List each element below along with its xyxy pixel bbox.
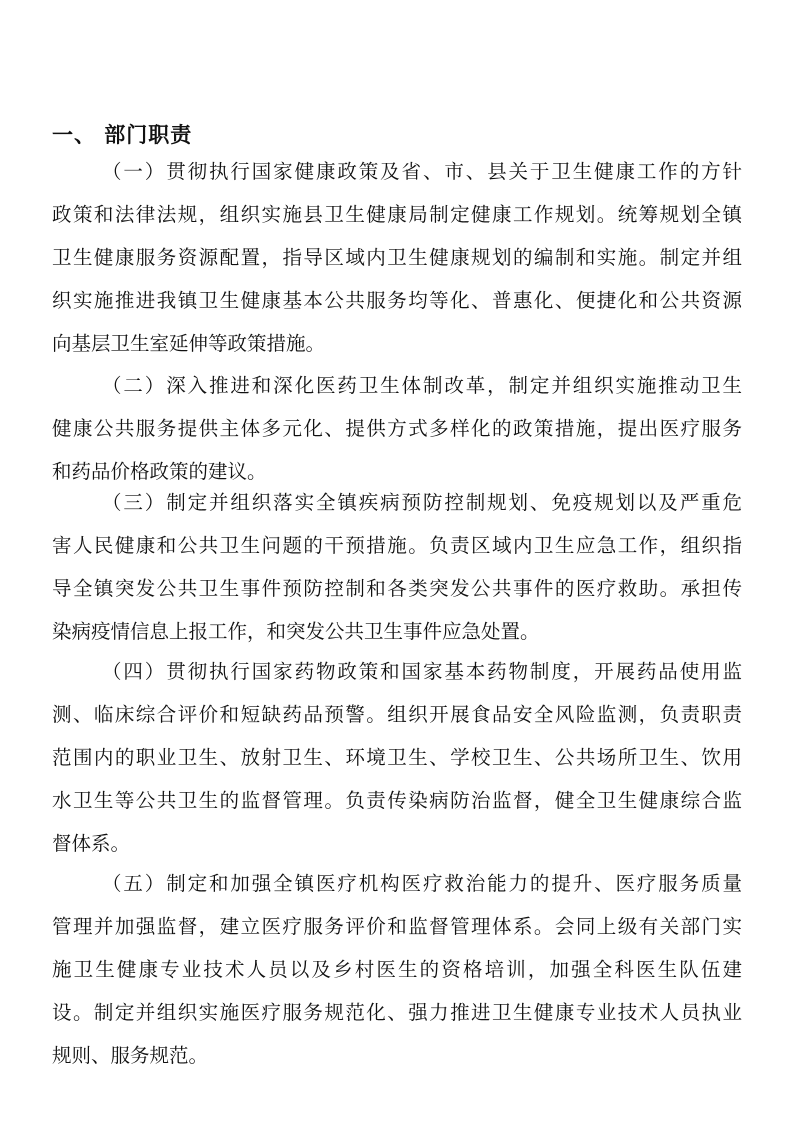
paragraph-line: 督体系。 <box>52 832 131 855</box>
paragraph-line: 害人民健康和公共卫生问题的干预措施。负责区域内卫生应急工作，组织指 <box>52 534 742 557</box>
paragraph-line: 规则、服务规范。 <box>52 1044 209 1067</box>
paragraph-line: 水卫生等公共卫生的监督管理。负责传染病防治监督，健全卫生健康综合监 <box>52 789 742 812</box>
paragraph-3 <box>52 481 742 653</box>
paragraph-line: 政策和法律法规，组织实施县卫生健康局制定健康工作规划。统筹规划全镇 <box>52 203 742 226</box>
paragraph-line: （二）深入推进和深化医药卫生体制改革，制定并组织实施推动卫生 <box>102 374 742 397</box>
paragraph-line: 施卫生健康专业技术人员以及乡村医生的资格培训，加强全科医生队伍建 <box>52 958 742 981</box>
paragraph-line: 和药品价格政策的建议。 <box>52 460 267 483</box>
paragraph-line: 向基层卫生室延伸等政策措施。 <box>52 332 326 355</box>
paragraph-line: 设。制定并组织实施医疗服务规范化、强力推进卫生健康专业技术人员执业 <box>52 1001 742 1024</box>
paragraph-line: 管理并加强监督，建立医疗服务评价和监督管理体系。会同上级有关部门实 <box>52 915 742 938</box>
paragraph-line: （五）制定和加强全镇医疗机构医疗救治能力的提升、医疗服务质量 <box>102 872 742 895</box>
paragraph-line: 卫生健康服务资源配置，指导区域内卫生健康规划的编制和实施。制定并组 <box>52 246 742 269</box>
paragraph-line: 健康公共服务提供主体多元化、提供方式多样化的政策措施，提出医疗服务 <box>52 417 742 440</box>
paragraph-line: （三）制定并组织落实全镇疾病预防控制规划、免疫规划以及严重危 <box>102 491 742 514</box>
section-heading: 一、 部门职责 <box>52 123 193 147</box>
paragraph-5 <box>52 862 742 1077</box>
paragraph-4 <box>52 650 742 865</box>
paragraph-line: （四）贯彻执行国家药物政策和国家基本药物制度，开展药品使用监 <box>102 660 742 683</box>
paragraph-1 <box>52 150 742 365</box>
paragraph-line: 导全镇突发公共卫生事件预防控制和各类突发公共事件的医疗救助。承担传 <box>52 577 742 600</box>
paragraph-line: 染病疫情信息上报工作，和突发公共卫生事件应急处置。 <box>52 620 540 643</box>
paragraph-2 <box>52 364 742 493</box>
paragraph-line: （一）贯彻执行国家健康政策及省、市、县关于卫生健康工作的方针 <box>102 160 742 183</box>
paragraph-line: 测、临床综合评价和短缺药品预警。组织开展食品安全风险监测，负责职责 <box>52 703 742 726</box>
paragraph-line: 织实施推进我镇卫生健康基本公共服务均等化、普惠化、便捷化和公共资源 <box>52 289 742 312</box>
paragraph-line: 范围内的职业卫生、放射卫生、环境卫生、学校卫生、公共场所卫生、饮用 <box>52 746 742 769</box>
